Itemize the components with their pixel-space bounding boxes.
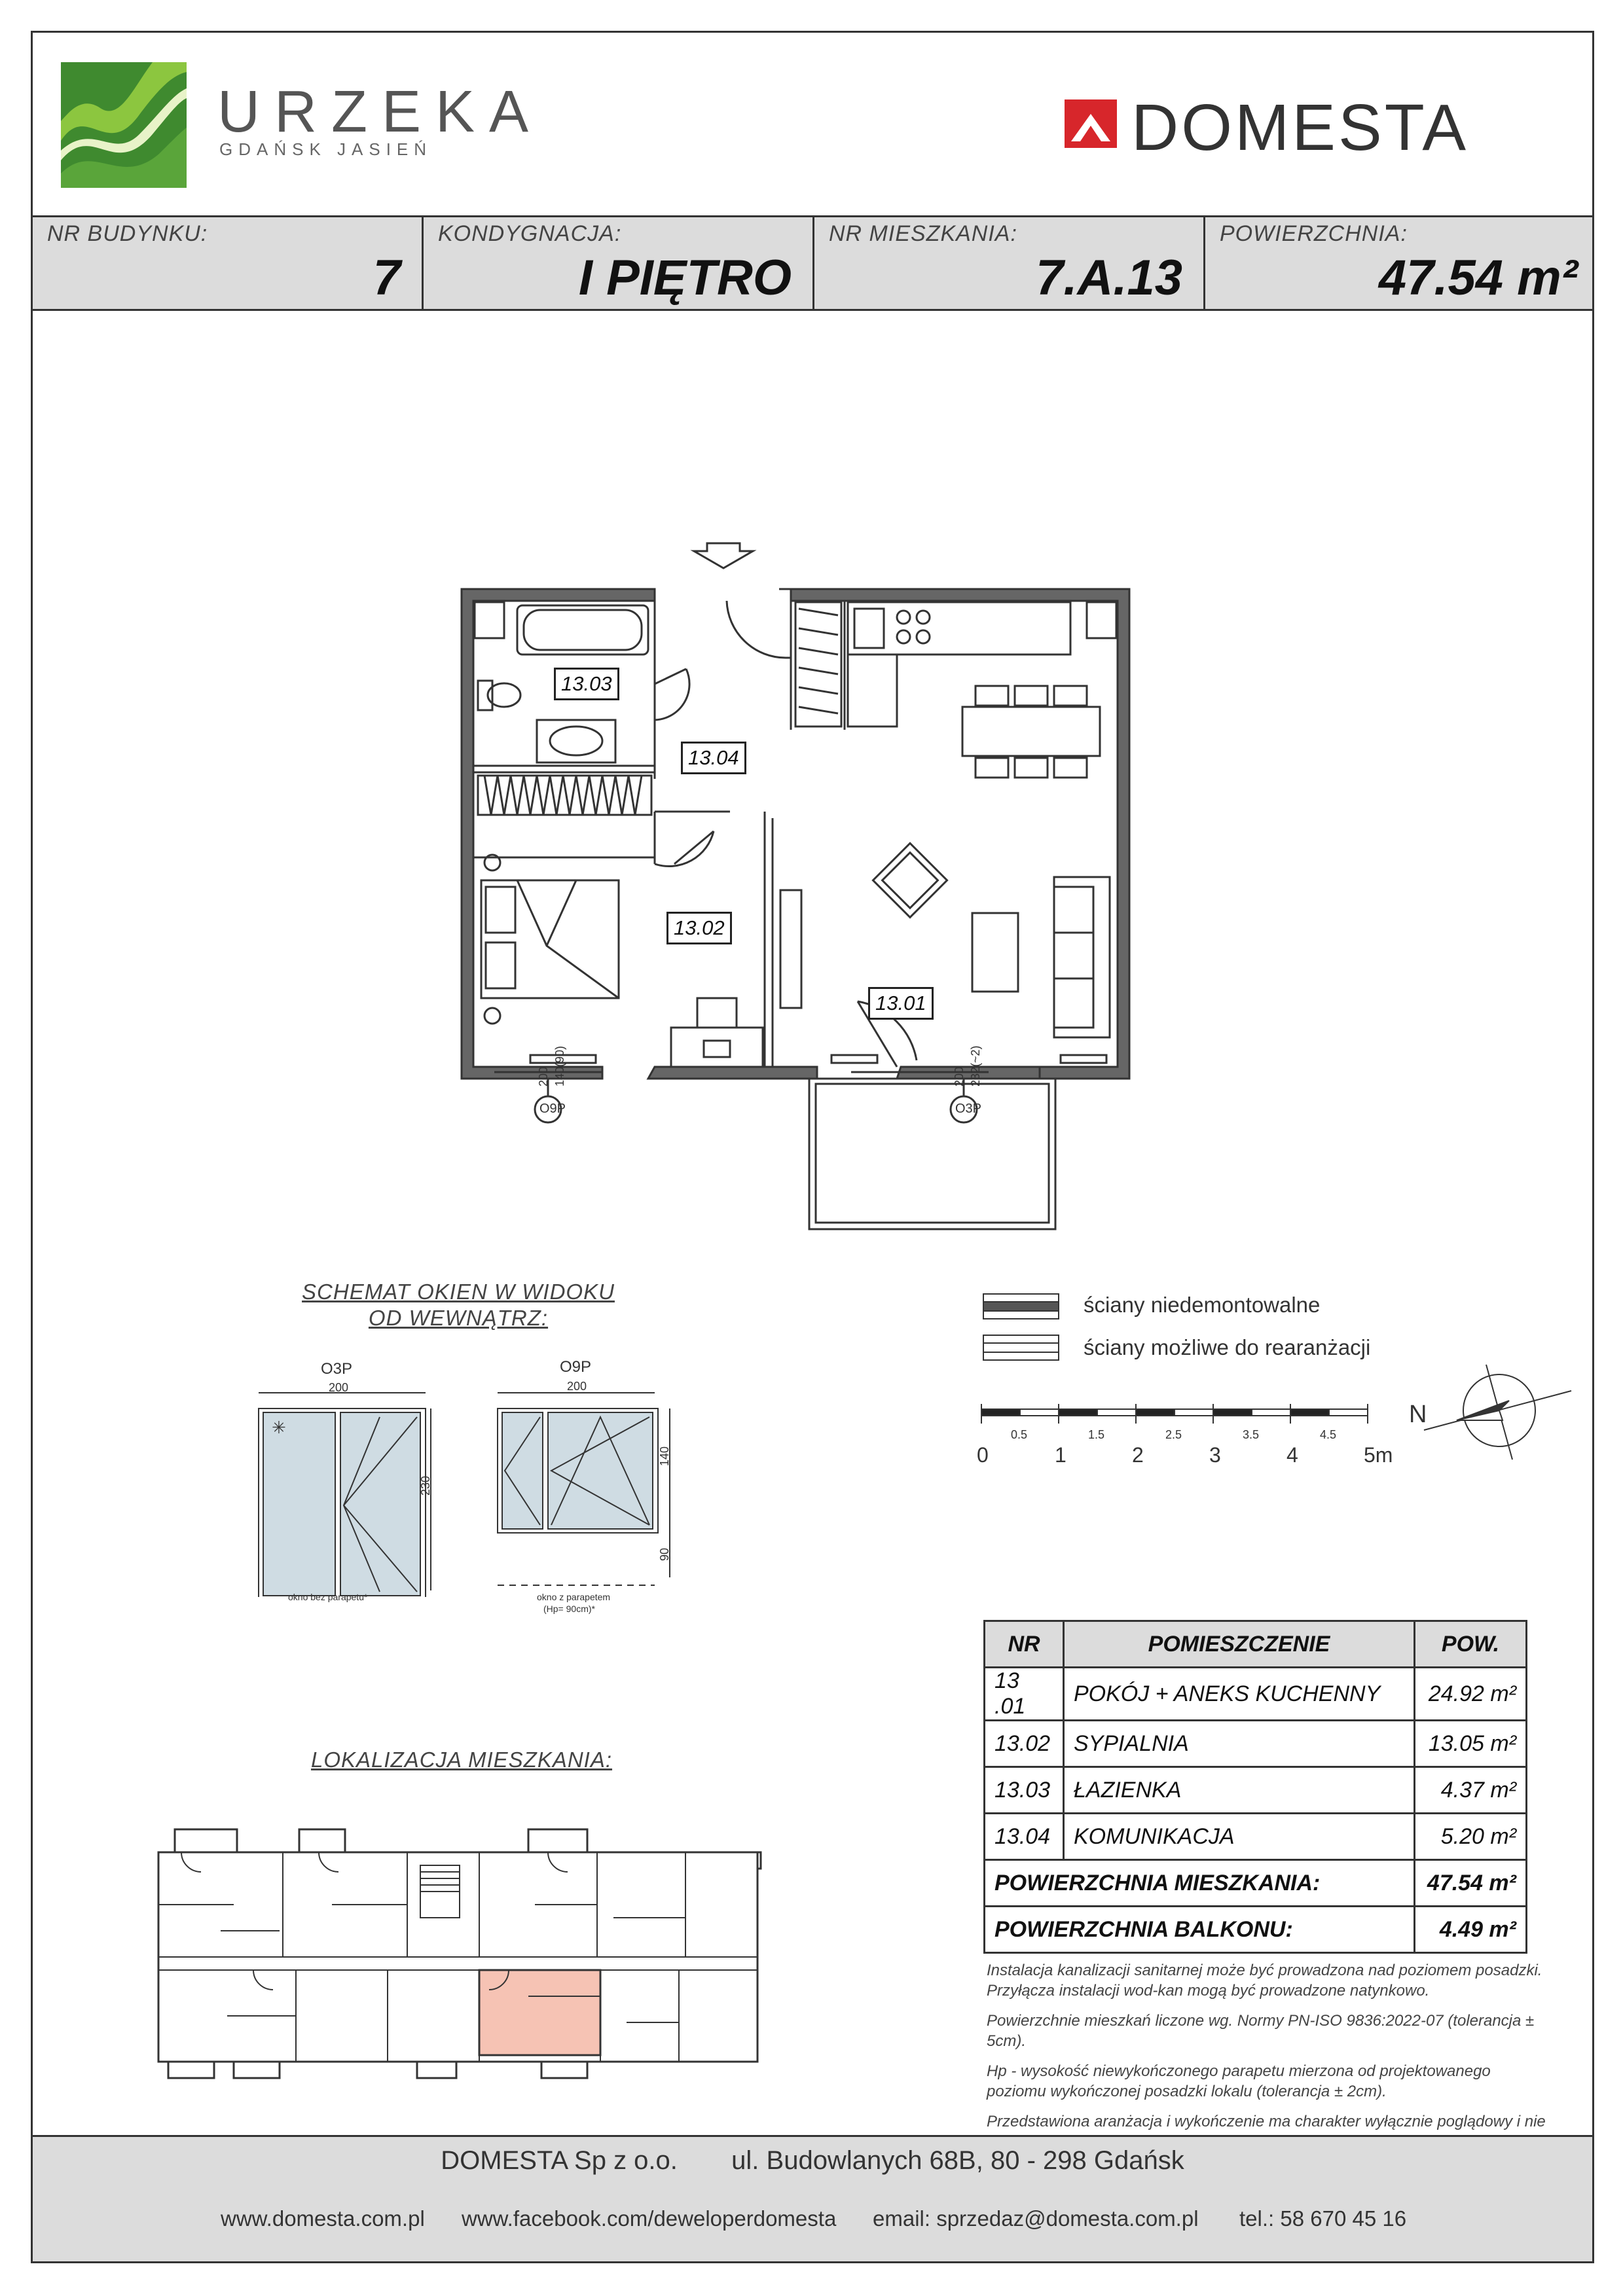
legend-item-fixed: ściany niedemontowalne [1084,1293,1321,1317]
window-o9p-drawing [494,1388,684,1597]
location-plan [155,1826,765,2081]
header-nr: NR [985,1621,1064,1668]
sum-row-balcony [985,1907,1527,1953]
header-area: POW. [1415,1621,1527,1668]
floor-cell [424,217,814,309]
scale-bar [980,1404,1373,1430]
area-label: POWIERZCHNIA: [1220,221,1408,246]
footer-line-1 [33,2146,1592,2176]
window-o9p-sill: 90 [658,1547,671,1561]
building-label: NR BUDYNKU: [47,221,208,246]
row-name: SYPIALNIA [1064,1721,1415,1767]
window-o3p-width: 200 [329,1381,349,1394]
footer-address: ul. Budowlanych 68B, 80 - 298 Gdańsk [731,2146,1184,2175]
room-label-13-02: 13.02 [666,912,732,944]
notes [987,1960,1550,2162]
row-area: 5.20 m² [1415,1814,1527,1860]
scale-major-2: 2 [1132,1443,1144,1467]
window-o9p-note-2: (Hp= 90cm)* [543,1604,595,1614]
footer [33,2137,1592,2261]
svg-text:✳: ✳ [272,1418,286,1437]
apartment-value: 7.A.13 [1036,250,1182,306]
table-row [985,1814,1527,1860]
floor-value: I PIĘTRO [578,250,792,306]
footer-facebook-link[interactable]: www.facebook.com/deweloperdomesta [462,2206,837,2231]
scale-major-1: 1 [1055,1443,1067,1467]
rooms-table-header [985,1621,1527,1668]
row-area: 13.05 m² [1415,1721,1527,1767]
room-label-13-03: 13.03 [554,668,619,700]
note-1: Instalacja kanalizacji sanitarnej może być prowadzona nad poziomem posadzki. Przyłącza instalacji wod-kan mogą być prowadzone natynkowo. [987,1962,1542,2000]
window-o9p-height: 140 [658,1446,671,1466]
scale-minor-3-5: 3.5 [1243,1428,1260,1441]
row-nr: 13.02 [985,1721,1064,1767]
sum-apartment-value: 47.54 m² [1415,1860,1527,1907]
row-nr: 13.04 [985,1814,1064,1860]
scale-minor-2-5: 2.5 [1165,1428,1182,1441]
sum-apartment-label: POWIERZCHNIA MIESZKANIA: [985,1860,1415,1907]
scale-minor-0-5: 0.5 [1011,1428,1028,1441]
urzeka-logo-icon [61,62,187,188]
apartment-label: NR MIESZKANIA: [829,221,1017,246]
footer-email-link[interactable]: email: sprzedaz@domesta.com.pl [873,2206,1199,2231]
footer-www-link[interactable]: www.domesta.com.pl [221,2206,425,2231]
window-right-dim-1: 200 [953,1066,966,1086]
scale-major-4: 4 [1286,1443,1298,1467]
floor-label: KONDYGNACJA: [438,221,622,246]
row-nr: 13 .01 [985,1668,1064,1721]
sum-balcony-label: POWIERZCHNIA BALKONU: [985,1907,1415,1953]
row-name: KOMUNIKACJA [1064,1814,1415,1860]
project-subtitle: GDAŃSK JASIEŃ [219,139,433,159]
row-area: 24.92 m² [1415,1668,1527,1721]
window-o3p-height: 230 [419,1475,432,1496]
window-o9p-note-1: okno z parapetem [537,1592,611,1602]
footer-company: DOMESTA Sp z o.o. [441,2146,678,2175]
building-cell [33,217,424,309]
window-o3p-name: O3P [321,1360,353,1378]
rooms-table [983,1620,1527,1954]
info-bar-bottom [31,309,1594,311]
table-row [985,1767,1527,1814]
area-value: 47.54 m² [1378,250,1578,306]
window-right-tag: O3P [955,1102,982,1116]
sum-balcony-value: 4.49 m² [1415,1907,1527,1953]
location-title: LOKALIZACJA MIESZKANIA: [310,1748,613,1772]
compass-north: N [1409,1401,1427,1428]
row-name: ŁAZIENKA [1064,1767,1415,1814]
note-2: Powierzchnie mieszkań liczone wg. Normy PN-ISO 9836:2022-07 (tolerancja ± 5cm). [987,2012,1535,2050]
scale-major-0: 0 [977,1443,989,1467]
legend-item-movable: ściany możliwe do rearanżacji [1084,1335,1371,1359]
note-3: Hp - wysokość niewykończonego parapetu mierzona od projektowanego poziomu wykończonej posadzki lokalu (tolerancja ± 2cm). [987,2062,1491,2100]
note-4: Przedstawiona aranżacja i wykończenie ma charakter wyłącznie poglądowy i nie [987,2113,1546,2130]
building-value: 7 [373,250,401,306]
window-o9p-name: O9P [560,1358,592,1376]
window-o3p-note: okno bez parapetu* [288,1592,368,1602]
compass-icon [1421,1355,1578,1466]
domesta-logo-icon [1065,99,1117,148]
developer-name: DOMESTA [1131,91,1469,164]
footer-phone: tel.: 58 670 45 16 [1239,2206,1407,2231]
floor-plan [445,524,1152,1230]
row-name: POKÓJ + ANEKS KUCHENNY [1064,1668,1415,1721]
apartment-cell [814,217,1205,309]
scale-minor-1-5: 1.5 [1088,1428,1105,1441]
room-label-13-01: 13.01 [868,987,934,1020]
table-row [985,1668,1527,1721]
window-schema-title-1: SCHEMAT OKIEN W WIDOKU [302,1280,615,1304]
room-label-13-04: 13.04 [681,742,746,774]
area-cell [1205,217,1592,309]
window-left-dim-1: 200 [537,1066,550,1086]
row-nr: 13.03 [985,1767,1064,1814]
scale-major-3: 3 [1209,1443,1221,1467]
table-row [985,1721,1527,1767]
scale-minor-4-5: 4.5 [1320,1428,1337,1441]
header-room: POMIESZCZENIE [1064,1621,1415,1668]
window-left-dim-2: 140(90) [553,1045,566,1086]
row-area: 4.37 m² [1415,1767,1527,1814]
window-right-dim-2: 232(~2) [969,1045,982,1086]
window-schema-title-2: OD WEWNĄTRZ: [368,1306,549,1330]
window-o3p-drawing [255,1388,445,1597]
sum-row-apartment [985,1860,1527,1907]
scale-major-5: 5m [1364,1443,1393,1467]
window-o9p-width: 200 [567,1380,587,1393]
window-left-tag: O9P [539,1102,566,1116]
project-name: URZEKA [217,79,543,145]
legend-swatches [982,1293,1064,1365]
